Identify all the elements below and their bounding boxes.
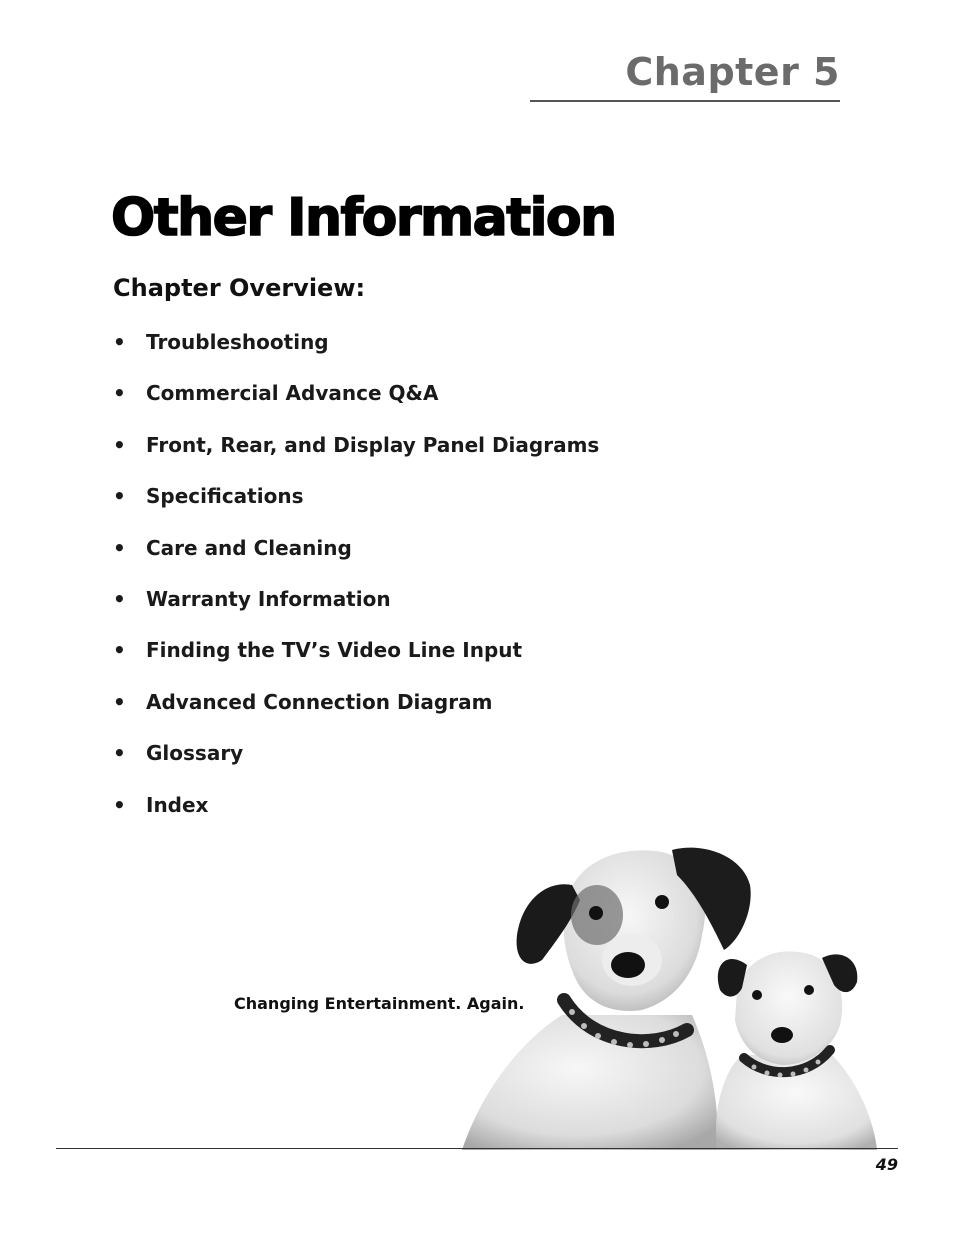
- list-item: [113, 793, 599, 844]
- footer-rule: [56, 1148, 898, 1149]
- list-item-label: Advanced Connection Diagram: [146, 689, 493, 714]
- list-item-label: Front, Rear, and Display Panel Diagrams: [146, 432, 600, 457]
- bullet: •: [113, 432, 126, 457]
- bullet: •: [113, 638, 126, 663]
- bullet: •: [113, 535, 126, 560]
- list-item: [113, 381, 599, 432]
- chapter-rule: [530, 100, 840, 102]
- bullet: •: [113, 586, 126, 611]
- overview-list: [113, 330, 599, 844]
- bullet: •: [113, 381, 126, 406]
- dogs-photo: [462, 840, 882, 1152]
- tagline: Changing Entertainment. Again.: [234, 994, 525, 1013]
- page-title: Other Information: [111, 188, 616, 248]
- page-number: 49: [875, 1155, 898, 1174]
- list-item-label: Commercial Advance Q&A: [146, 381, 439, 406]
- list-item-label: Troubleshooting: [146, 330, 329, 354]
- bullet: •: [113, 330, 126, 354]
- list-item: [113, 741, 599, 792]
- list-item-label: Specifications: [146, 484, 304, 509]
- list-item-label: Warranty Information: [146, 586, 391, 611]
- bullet: •: [113, 741, 126, 766]
- list-item: [113, 587, 599, 638]
- bullet: •: [113, 792, 126, 817]
- list-item-label: Glossary: [146, 741, 244, 766]
- list-item-label: Care and Cleaning: [146, 535, 352, 560]
- list-item: [113, 484, 599, 535]
- overview-heading: Chapter Overview:: [113, 274, 366, 302]
- chapter-label: Chapter 5: [625, 50, 840, 94]
- list-item: [113, 330, 599, 381]
- list-item-label: Index: [146, 792, 209, 817]
- bullet: •: [113, 484, 126, 509]
- bullet: •: [113, 689, 126, 714]
- list-item: [113, 433, 599, 484]
- list-item: [113, 536, 599, 587]
- list-item: [113, 690, 599, 741]
- list-item-label: Finding the TV’s Video Line Input: [146, 638, 523, 663]
- list-item: [113, 638, 599, 689]
